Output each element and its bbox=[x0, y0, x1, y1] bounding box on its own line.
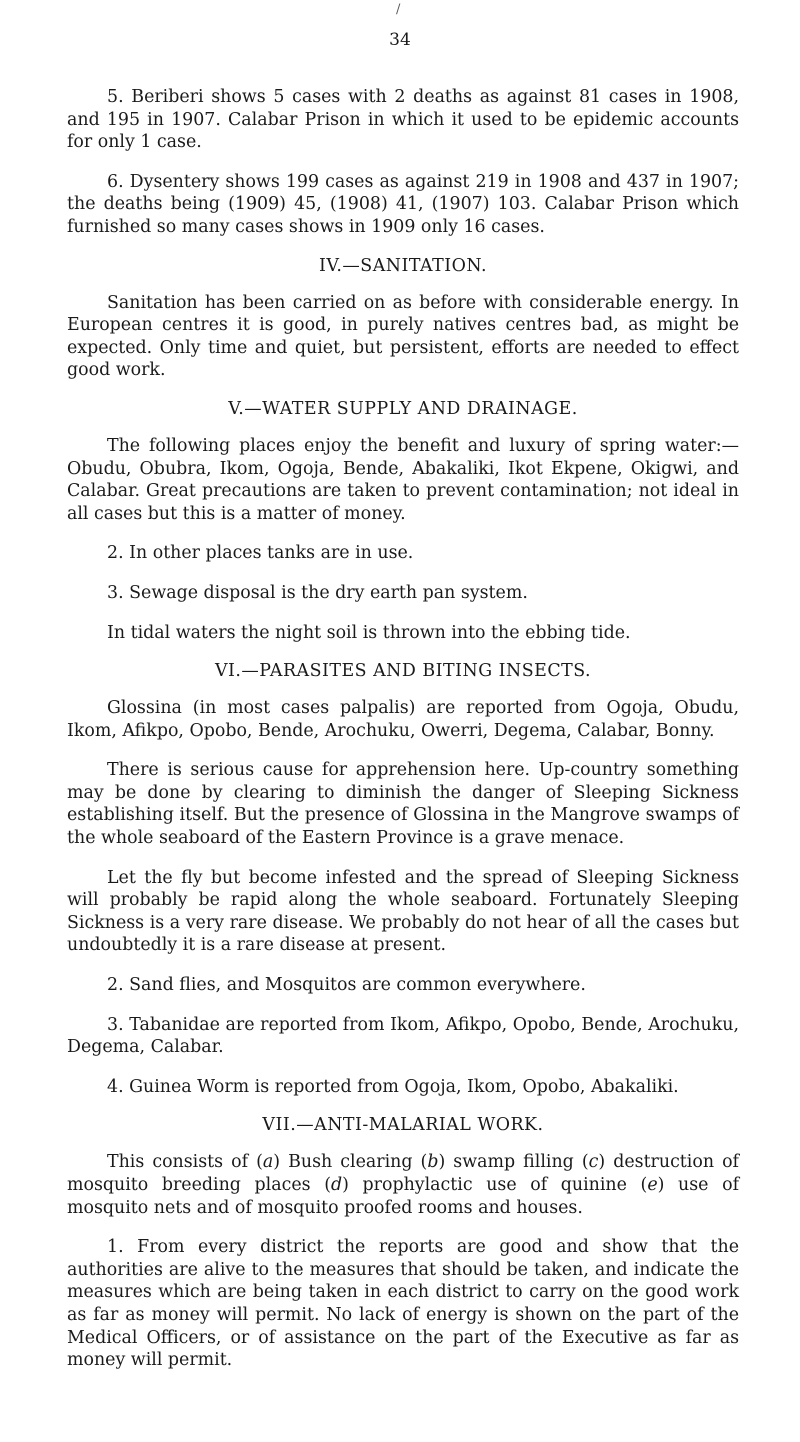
item-letter: a bbox=[262, 1152, 274, 1173]
paragraph-tanks: 2. In other places tanks are in use. bbox=[107, 543, 414, 564]
text-run: ) use of mosquito nets and of mosquito proofed rooms and houses. bbox=[67, 1175, 740, 1218]
text-run: ) swamp filling ( bbox=[438, 1152, 589, 1173]
text-run: ) destruction of mosquito breeding places ( bbox=[67, 1152, 739, 1195]
text-run: This consists of ( bbox=[107, 1152, 263, 1173]
heading-water-supply: V.—WATER SUPPLY AND DRAINAGE. bbox=[228, 398, 578, 419]
page-number: 34 bbox=[389, 30, 411, 50]
paragraph-glossina: Glossina (in most cases palpalis) are reported from Ogoja, Obudu, Ikom, Afikpo, Opobo, Bende, Arochuku, Owerri, Degema, Calabar, Bonny. bbox=[67, 698, 739, 741]
paragraph-dysentery: 6. Dysentery shows 199 cases as against 219 in 1908 and 437 in 1907; the deaths being (1909) 45, (1908) 41, (1907) 103. Calabar Prison which furnished so many cases shows in 1909 only 16 cases. bbox=[67, 171, 739, 237]
paragraph-sewage: 3. Sewage disposal is the dry earth pan system. bbox=[107, 582, 528, 603]
item-letter: e bbox=[647, 1175, 658, 1195]
heading-parasites: VI.—PARASITES AND BITING INSECTS. bbox=[214, 661, 592, 682]
paragraph-sleeping-sickness: Let the fly but become infested and the spread of Sleeping Sickness will probably be rapid along the whole seaboard. Fortunately Sleeping Sickness is a very rare disease. We probably do not hear of all the cases but undoubtedly it is a rare disease at present. bbox=[67, 867, 739, 956]
paragraph-apprehension: There is serious cause for apprehension here. Up-country something may be done by clearing to diminish the danger of Sleeping Sickness establishing itself. But the presence of Glossina in the Mangrove swamps of the whole seaboard of the Eastern Province is a grave menace. bbox=[67, 760, 739, 849]
paragraph-tabanidae: 3. Tabanidae are reported from Ikom, Afikpo, Opobo, Bende, Arochuku, Degema, Calabar. bbox=[67, 1014, 739, 1058]
text-run: ) prophylactic use of quinine ( bbox=[342, 1175, 648, 1195]
paragraph-guinea-worm: 4. Guinea Worm is reported from Ogoja, Ikom, Opobo, Abakaliki. bbox=[107, 1076, 679, 1097]
text-run: ) Bush clearing ( bbox=[273, 1152, 428, 1173]
paragraph-district-reports: 1. From every district the reports are good and show that the authorities are alive to the measures that should be taken, and indicate the measures which are being taken in each district to carry on the good work as far as money will permit. No lack of energy is shown on the part of the Medical Officers, or of assistance on the part of the Executive as far as money will permit. bbox=[67, 1237, 739, 1371]
paragraph-beriberi: 5. Beriberi shows 5 cases with 2 deaths as against 81 cases in 1908, and 195 in 1907. Calabar Prison in which it used to be epidemic accounts for only 1 case. bbox=[67, 87, 739, 153]
item-letter: d bbox=[330, 1175, 343, 1195]
paragraph-spring-water: The following places enjoy the benefit and luxury of spring water:— Obudu, Obubra, Ikom, Ogoja, Bende, Abakaliki, Ikot Ekpene, Okigwi, and Calabar. Great precautions are taken to prevent contamination; not ideal in all cases but this is a matter of money. bbox=[67, 435, 739, 524]
corner-mark: / bbox=[396, 2, 401, 17]
heading-anti-malarial: VII.—ANTI-MALARIAL WORK. bbox=[262, 1115, 544, 1136]
heading-sanitation: IV.—SANITATION. bbox=[319, 255, 487, 276]
paragraph-anti-malarial-measures bbox=[67, 1151, 739, 1219]
item-letter: b bbox=[427, 1152, 439, 1173]
item-letter: c bbox=[588, 1152, 599, 1173]
page-body bbox=[67, 86, 739, 1389]
paragraph-sand-flies: 2. Sand flies, and Mosquitos are common everywhere. bbox=[107, 975, 586, 996]
paragraph-tidal-waters: In tidal waters the night soil is thrown into the ebbing tide. bbox=[107, 622, 631, 643]
paragraph-sanitation: Sanitation has been carried on as before with considerable energy. In European centres it is good, in purely natives centres bad, as might be expected. Only time and quiet, but persistent, efforts are needed to effect good work. bbox=[67, 292, 739, 381]
